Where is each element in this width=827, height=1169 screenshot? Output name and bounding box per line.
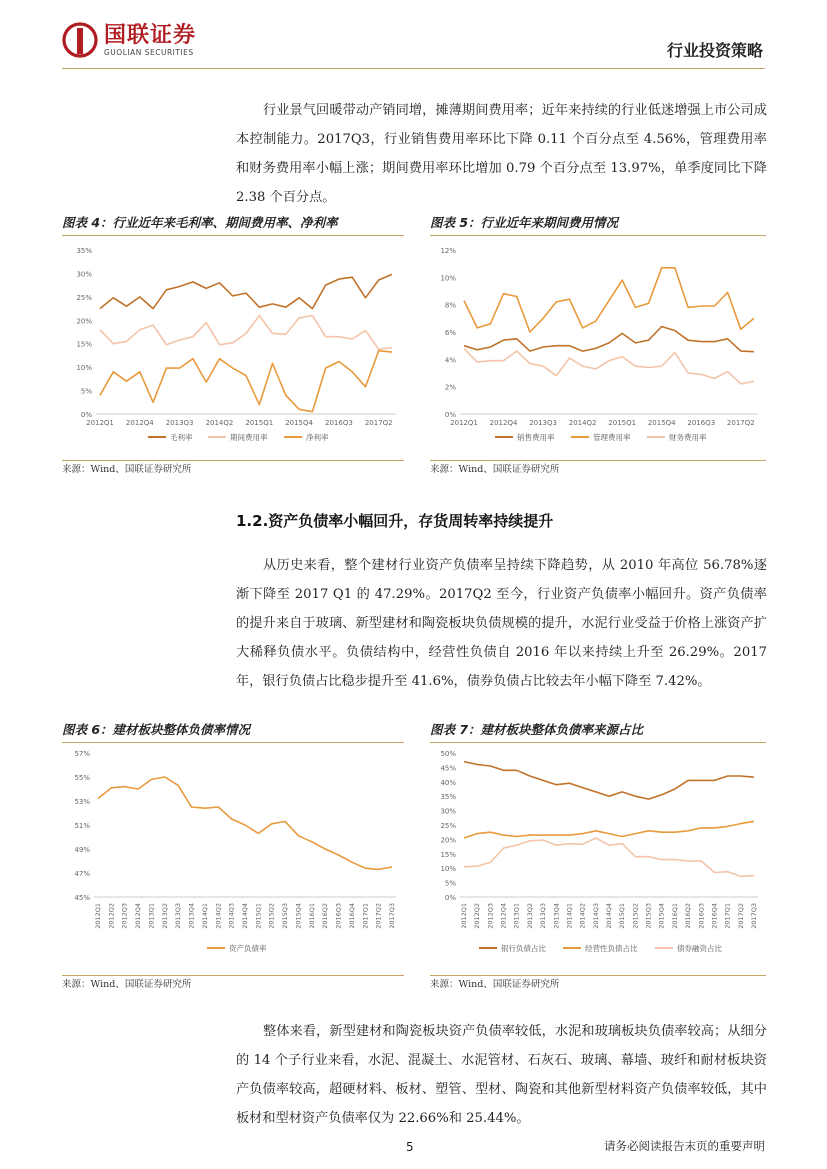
x-tick-label: 2013Q1 [512, 903, 521, 929]
y-tick-label: 53% [74, 798, 90, 806]
x-tick-label: 2012Q3 [120, 903, 129, 929]
x-tick-label: 2014Q2 [205, 419, 234, 427]
x-tick-label: 2013Q3 [165, 419, 194, 427]
x-tick-label: 2012Q2 [107, 903, 116, 929]
x-tick-label: 2012Q4 [499, 903, 508, 929]
x-tick-label: 2017Q2 [736, 903, 745, 929]
x-tick-label: 2012Q4 [489, 419, 518, 427]
y-tick-label: 30% [76, 270, 92, 279]
x-tick-label: 2012Q4 [134, 903, 143, 929]
legend-label: 毛利率 [170, 433, 193, 442]
x-tick-label: 2015Q2 [267, 903, 276, 929]
figure-5-title: 图表 5：行业近年来期间费用情况 [430, 215, 619, 230]
figure-7-top-rule [430, 742, 766, 743]
x-tick-label: 2017Q3 [750, 903, 758, 929]
y-tick-label: 6% [444, 329, 456, 337]
x-tick-label: 2012Q2 [473, 903, 482, 929]
x-tick-label: 2013Q2 [160, 903, 169, 929]
paragraph-subsector-debt: 整体来看，新型建材和陶瓷板块资产负债率较低，水泥和玻璃板块负债率较高；从细分的 14 个子行业来看，水泥、混凝土、水泥管材、石灰石、玻璃、幕墙、玻纤和耐材板块资产负债率较高，超硬材料、板材、塑管、型材、陶瓷和其他新型材料资产负债率较低，其中板材和型材资产负债率仅为 22.66%和 25.44%。 [236, 1024, 767, 1126]
x-tick-label: 2015Q4 [294, 903, 303, 929]
x-tick-label: 2016Q3 [334, 903, 343, 929]
legend-label: 财务费用率 [669, 433, 707, 442]
chart-fig7 [430, 745, 766, 977]
x-tick-label: 2014Q1 [200, 903, 209, 929]
figure-7 [430, 717, 766, 990]
x-tick-label: 2014Q4 [605, 903, 613, 929]
x-tick-label: 2016Q2 [684, 903, 693, 929]
series-line [464, 327, 754, 352]
x-tick-label: 2017Q1 [723, 903, 732, 929]
series-line [100, 274, 392, 308]
page-number: 5 [406, 1140, 414, 1154]
figure-4 [62, 210, 404, 475]
x-tick-label: 2014Q2 [214, 903, 223, 929]
x-tick-label: 2012Q1 [86, 419, 114, 427]
x-tick-label: 2014Q2 [568, 419, 597, 427]
page-header [0, 0, 827, 70]
legend-label: 管理费用率 [593, 433, 631, 442]
y-tick-label: 51% [74, 822, 90, 830]
paragraph-debt-ratio: 从历史来看，整个建材行业资产负债率呈持续下降趋势，从 2010 年高位 56.78%逐渐下降至 2017 Q1 的 47.29%。2017Q2 至今，行业资产负债率小幅回升。资产负债率的提升来自于玻璃、新型建材和陶瓷板块负债规模的提升，水泥行业受益于价格上涨资产扩大稀释负债水平。负债结构中，经营性负债自 2016 年以来持续上升至 26.29%。2017 年，银行负债占比稳步提升至 41.6%，债券负债占比较去年小幅下降至 7.42%。 [236, 558, 767, 689]
x-tick-label: 2015Q1 [254, 903, 263, 929]
footer-disclaimer-note: 请务必阅读报告末页的重要声明 [604, 1139, 765, 1153]
x-tick-label: 2015Q4 [657, 903, 666, 929]
x-tick-label: 2014Q2 [578, 903, 587, 929]
x-tick-label: 2015Q3 [281, 903, 290, 929]
y-tick-label: 49% [74, 846, 90, 854]
y-tick-label: 40% [440, 778, 456, 787]
x-tick-label: 2012Q1 [450, 419, 478, 427]
y-tick-label: 45% [440, 764, 456, 773]
y-tick-label: 5% [444, 879, 456, 888]
x-tick-label: 2013Q3 [529, 419, 557, 427]
legend-label: 资产负债率 [229, 944, 267, 953]
legend-label: 净利率 [306, 433, 329, 442]
x-tick-label: 2017Q2 [364, 419, 393, 427]
x-tick-label: 2016Q3 [697, 903, 706, 929]
x-tick-label: 2017Q2 [726, 419, 755, 427]
y-tick-label: 35% [440, 793, 456, 802]
y-tick-label: 15% [76, 340, 92, 349]
series-line [464, 348, 754, 384]
x-tick-label: 2017Q1 [361, 903, 370, 929]
legend-label: 期间费用率 [230, 433, 268, 442]
y-tick-label: 20% [76, 317, 92, 326]
series-line [464, 762, 754, 800]
x-tick-label: 2015Q2 [631, 903, 640, 929]
y-tick-label: 50% [440, 750, 456, 758]
x-tick-label: 2015Q1 [618, 903, 627, 929]
y-tick-label: 0% [444, 894, 456, 902]
header-divider [62, 68, 765, 69]
figure-7-source: 来源：Wind、国联证券研究所 [430, 979, 560, 990]
chart-fig5 [430, 238, 766, 460]
figure-4-source: 来源：Wind、国联证券研究所 [62, 464, 192, 475]
series-line [100, 316, 392, 350]
y-tick-label: 12% [440, 247, 456, 255]
x-tick-label: 2015Q4 [285, 419, 313, 427]
brand-name-en: GUOLIAN SECURITIES [104, 47, 194, 57]
y-tick-label: 2% [444, 383, 456, 392]
figure-7-title: 图表 7：建材板块整体负债率来源占比 [430, 722, 644, 737]
x-tick-label: 2017Q3 [388, 903, 396, 929]
figure-6 [62, 717, 404, 990]
y-tick-label: 15% [440, 850, 456, 859]
x-tick-label: 2015Q1 [245, 419, 274, 427]
x-tick-label: 2014Q3 [227, 903, 236, 929]
y-tick-label: 10% [76, 364, 92, 373]
figure-5-source: 来源：Wind、国联证券研究所 [430, 464, 560, 475]
figure-5-top-rule [430, 235, 766, 236]
x-tick-label: 2013Q2 [525, 903, 534, 929]
chart-fig6 [62, 745, 404, 977]
x-tick-label: 2014Q1 [565, 903, 574, 929]
series-line [98, 777, 392, 869]
x-tick-label: 2016Q1 [307, 903, 316, 929]
x-tick-label: 2012Q1 [94, 903, 102, 929]
y-tick-label: 8% [444, 301, 456, 310]
x-tick-label: 2013Q3 [174, 903, 183, 929]
figure-4-title: 图表 4：行业近年来毛利率、期间费用率、净利率 [62, 215, 338, 230]
x-tick-label: 2016Q1 [670, 903, 679, 929]
legend-label: 债券融资占比 [677, 944, 722, 953]
x-tick-label: 2013Q3 [539, 903, 548, 929]
series-line [464, 268, 754, 332]
figure-6-top-rule [62, 742, 404, 743]
y-tick-label: 10% [440, 865, 456, 874]
brand-name-cn: 国联证券 [104, 22, 197, 48]
y-tick-label: 35% [76, 247, 92, 255]
x-tick-label: 2012Q1 [460, 903, 468, 929]
y-tick-label: 47% [74, 870, 90, 878]
x-tick-label: 2016Q4 [347, 903, 356, 929]
figure-6-source: 来源：Wind、国联证券研究所 [62, 979, 192, 990]
legend-label: 银行负债占比 [501, 944, 546, 953]
figure-6-title: 图表 6：建材板块整体负债率情况 [62, 722, 251, 737]
x-tick-label: 2016Q2 [321, 903, 330, 929]
y-tick-label: 10% [440, 274, 456, 283]
x-tick-label: 2016Q3 [325, 419, 353, 427]
x-tick-label: 2012Q3 [486, 903, 495, 929]
brand-logo [62, 22, 196, 58]
series-line [464, 821, 754, 838]
y-tick-label: 30% [440, 807, 456, 816]
x-tick-label: 2015Q4 [647, 419, 676, 427]
y-tick-label: 5% [80, 387, 92, 396]
section-title: 1.2.资产负债率小幅回升，存货周转率持续提升 [236, 512, 554, 530]
y-tick-label: 57% [74, 750, 90, 758]
y-tick-label: 55% [74, 774, 90, 782]
guolian-logo-icon [62, 22, 98, 58]
legend-label: 销售费用率 [517, 433, 555, 442]
figure-4-top-rule [62, 235, 404, 236]
x-tick-label: 2012Q4 [125, 419, 154, 427]
y-tick-label: 4% [444, 356, 456, 365]
y-tick-label: 25% [440, 822, 456, 830]
x-tick-label: 2013Q4 [187, 903, 196, 929]
y-tick-label: 0% [444, 411, 456, 419]
paragraph-expense-ratio: 行业景气回暖带动产销同增，摊薄期间费用率；近年来持续的行业低迷增强上市公司成本控制能力。2017Q3，行业销售费用率环比下降 0.11 个百分点至 4.56%，管理费用率和财务费用率小幅上涨；期间费用率环比增加 0.79 个百分点至 13.97%，单季度同比下降 2.38 个百分点。 [236, 103, 767, 205]
x-tick-label: 2015Q1 [608, 419, 637, 427]
y-tick-label: 0% [80, 411, 92, 419]
x-tick-label: 2017Q2 [374, 903, 383, 929]
x-tick-label: 2014Q3 [591, 903, 600, 929]
x-tick-label: 2016Q4 [710, 903, 719, 929]
y-tick-label: 20% [440, 836, 456, 845]
x-tick-label: 2014Q4 [241, 903, 249, 929]
x-tick-label: 2013Q4 [552, 903, 561, 929]
y-tick-label: 25% [76, 293, 92, 302]
figure-5 [430, 210, 766, 475]
y-tick-label: 45% [74, 894, 90, 902]
legend-label: 经营性负债占比 [585, 944, 638, 953]
x-tick-label: 2016Q3 [687, 419, 716, 427]
report-type-title: 行业投资策略 [666, 41, 763, 60]
x-tick-label: 2013Q1 [147, 903, 156, 929]
series-line [100, 351, 392, 412]
series-line [464, 838, 754, 876]
chart-fig4 [62, 238, 404, 460]
x-tick-label: 2015Q3 [644, 903, 653, 929]
